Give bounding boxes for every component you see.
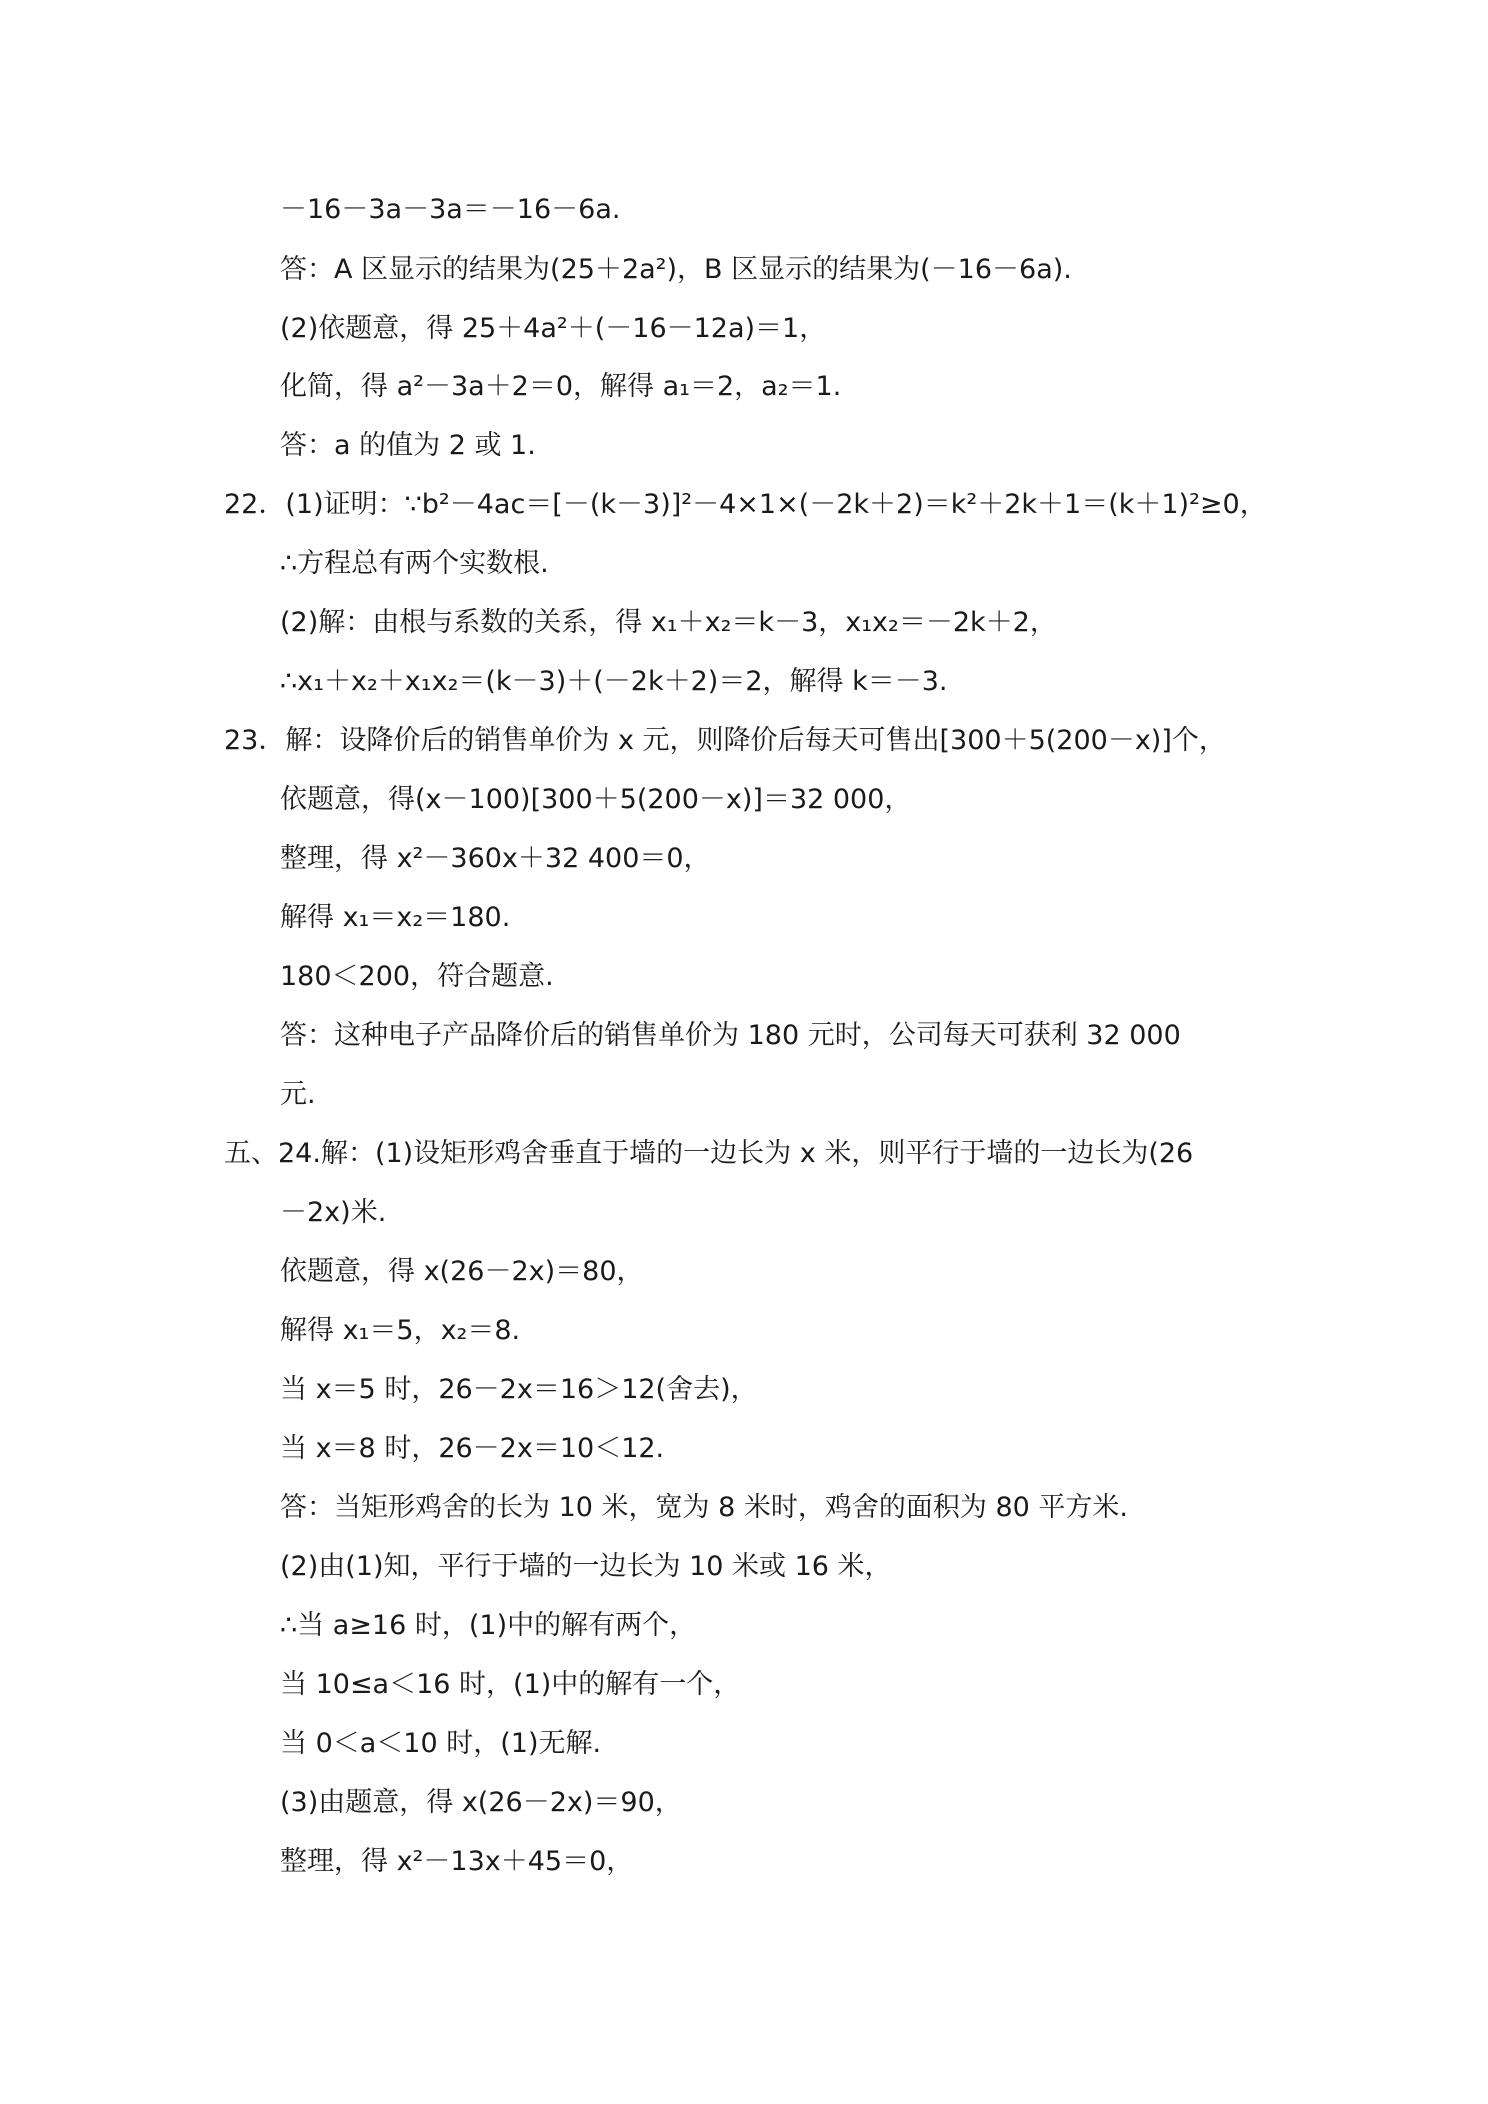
text-line: (2)解：由根与系数的关系，得 x₁＋x₂＝k－3，x₁x₂＝－2k＋2， [280, 607, 1057, 638]
text-line: 解得 x₁＝x₂＝180. [280, 902, 511, 933]
text-line: 当 x＝8 时，26－2x＝10＜12. [280, 1433, 665, 1464]
text-line: 整理，得 x²－13x＋45＝0， [280, 1846, 634, 1877]
question-22-line: 22．(1)证明：∵b²－4ac＝[－(k－3)]²－4×1×(－2k＋2)＝k²＋2k＋1＝(k＋1)²≥0， [224, 489, 1267, 520]
text-line: 化简，得 a²－3a＋2＝0，解得 a₁＝2，a₂＝1. [280, 371, 842, 402]
text-line: 当 10≤a＜16 时，(1)中的解有一个， [280, 1669, 741, 1700]
question-23-line: 23．解：设降价后的销售单价为 x 元，则降价后每天可售出[300＋5(200－x)]个， [224, 725, 1226, 756]
text-line: －16－3a－3a＝－16－6a. [280, 194, 621, 225]
text-line: －2x)米. [280, 1197, 387, 1228]
text-line: 整理，得 x²－360x＋32 400＝0， [280, 843, 711, 874]
text-line: 依题意，得 x(26－2x)＝80， [280, 1256, 644, 1287]
text-line: 解得 x₁＝5，x₂＝8. [280, 1315, 521, 1346]
question-24-line: 五、24.解：(1)设矩形鸡舍垂直于墙的一边长为 x 米，则平行于墙的一边长为(26 [224, 1138, 1194, 1169]
text-line: 答：A 区显示的结果为(25＋2a²)，B 区显示的结果为(－16－6a). [280, 254, 1072, 285]
text-line: (2)由(1)知，平行于墙的一边长为 10 米或 16 米， [280, 1551, 892, 1582]
text-line: (3)由题意，得 x(26－2x)＝90， [280, 1787, 682, 1818]
text-line: 依题意，得(x－100)[300＋5(200－x)]＝32 000， [280, 784, 912, 815]
text-line: 答：a 的值为 2 或 1. [280, 430, 536, 461]
text-line: 答：当矩形鸡舍的长为 10 米，宽为 8 米时，鸡舍的面积为 80 平方米. [280, 1492, 1128, 1523]
text-line: 180＜200，符合题意. [280, 961, 554, 992]
text-line: (2)依题意，得 25＋4a²＋(－16－12a)＝1， [280, 313, 827, 344]
text-line: ∴方程总有两个实数根. [280, 548, 549, 579]
text-line: ∴x₁＋x₂＋x₁x₂＝(k－3)＋(－2k＋2)＝2，解得 k＝－3. [280, 666, 948, 697]
text-line: 当 0＜a＜10 时，(1)无解. [280, 1728, 602, 1759]
text-line: 答：这种电子产品降价后的销售单价为 180 元时，公司每天可获利 32 000 [280, 1020, 1181, 1051]
text-line: ∴当 a≥16 时，(1)中的解有两个， [280, 1610, 697, 1641]
text-line: 当 x＝5 时，26－2x＝16＞12(舍去)， [280, 1374, 758, 1405]
text-line: 元. [280, 1079, 316, 1110]
